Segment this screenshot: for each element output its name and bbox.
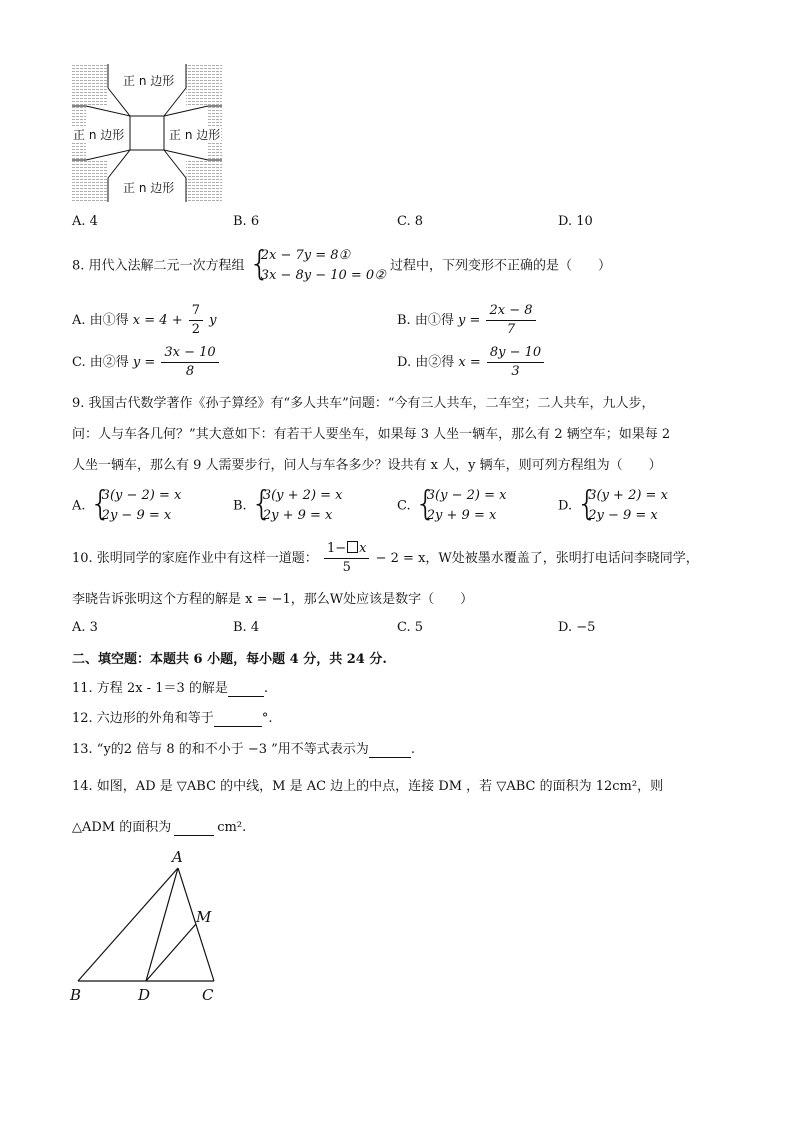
q8-b-prefix: B. 由①得: [397, 313, 454, 328]
brace-icon: {: [250, 484, 273, 524]
q9-option-b: [233, 486, 343, 526]
q9-option-a: [72, 486, 181, 526]
q11-after: .: [263, 681, 269, 696]
q8-eq1: 2x − 7y = 8①: [260, 248, 351, 263]
q13-answer-blank[interactable]: [369, 742, 411, 758]
q8-eq2: 3x − 8y − 10 = 0②: [260, 268, 386, 283]
q10-denominator: 5: [342, 560, 351, 575]
q9-a-eq2: 2y − 9 = x: [101, 508, 172, 523]
q8-option-b: [397, 302, 538, 339]
q7-option-c: C. 8: [397, 214, 424, 229]
q8-text-before: 用代入法解二元一次方程组: [88, 258, 245, 274]
q10-option-c: C. 5: [397, 620, 424, 635]
q14-line2-text: △ADM 的面积为: [72, 820, 172, 835]
q9-d-eq1: 3(y + 2) = x: [588, 488, 668, 503]
q10-option-d: D. −5: [558, 620, 596, 635]
q14-answer-blank[interactable]: [174, 820, 214, 836]
section-2-title: 二、填空题：本题共 6 小题，每小题 4 分，共 24 分.: [72, 652, 387, 667]
ink-blot-box-icon: [347, 541, 358, 553]
q9-b-eq1: 3(y + 2) = x: [262, 488, 343, 503]
q9-a-label: A.: [72, 498, 86, 514]
q8-b-num: 2x − 8: [486, 302, 535, 321]
q9-b-system: [251, 486, 343, 526]
vertex-label-a: A: [172, 848, 183, 866]
q9-line-1: 9. 我国古代数学著作《孙子算经》有“多人共车”问题：“今有三人共车，二车空；二人共车，九人步，: [72, 396, 655, 411]
q12-after: °.: [261, 711, 273, 726]
q8-d-prefix: D. 由②得: [397, 355, 455, 370]
hatch-top-right: [186, 64, 222, 106]
q10-line-2: 李晓告诉张明这个方程的解是 x = −1，那么W处应该是数字（ ）: [72, 592, 474, 607]
q9-a-eq1: 3(y − 2) = x: [101, 488, 182, 503]
q11-text: 11. 方程 2x - 1＝3 的解是: [72, 681, 228, 696]
q9-c-eq2: 2y + 9 = x: [426, 508, 497, 523]
side-ab: [78, 868, 178, 981]
brace-icon: {: [414, 484, 437, 524]
q8-c-lhs: y =: [132, 355, 156, 370]
q9-line-3: 人坐一辆车，那么有 9 人需要步行，问人与车各多少？设共有 x 人，y 辆车，则可列方程组为（ ）: [72, 458, 662, 473]
q9-line-2: 问：人与车各几何？”其大意如下：有若干人要坐车，如果每 3 人坐一辆车，那么有 2 辆空车；如果每 2: [72, 427, 671, 442]
q14-unit: cm².: [217, 820, 247, 835]
q8-d-num: 8y − 10: [487, 344, 544, 363]
q14-line-1: 14. 如图，AD 是 ▽ABC 的中线，M 是 AC 边上的中点，连接 DM ，若 ▽ABC 的面积为 12cm²，则: [72, 779, 664, 794]
figure-label-left: 正 n 边形: [73, 128, 125, 142]
q8-a-lhs: x = 4 +: [132, 313, 183, 328]
q8-number: 8.: [72, 258, 85, 274]
q9-c-eq1: 3(y − 2) = x: [426, 488, 507, 503]
q9-a-system: [90, 486, 182, 526]
q12-text: 12. 六边形的外角和等于: [72, 711, 214, 726]
question-11: [72, 677, 268, 697]
q13-text: 13. “y的2 倍与 8 的和不小于 −3 ”用不等式表示为: [72, 742, 369, 757]
triangle-figure: [68, 848, 228, 1008]
q7-option-d: D. 10: [558, 214, 593, 229]
brace-icon: {: [89, 484, 112, 524]
hatch-bottom-right: [186, 160, 222, 202]
figure-q7: [72, 64, 222, 202]
median-ad: [146, 868, 178, 981]
q10-option-a: A. 3: [72, 620, 98, 635]
q9-d-eq2: 2y − 9 = x: [588, 508, 658, 523]
figure-label-right: 正 n 边形: [169, 128, 221, 142]
vertex-label-c: C: [202, 986, 214, 1004]
q10-numerator: [324, 540, 370, 559]
q8-c-prefix: C. 由②得: [72, 355, 129, 370]
q8-c-num: 3x − 10: [161, 344, 218, 363]
q8-b-fraction: [486, 302, 535, 339]
q8-b-lhs: y =: [457, 313, 481, 328]
hatch-top-left: [72, 64, 108, 106]
question-12: [72, 707, 272, 727]
question-8: [72, 246, 611, 286]
q8-option-a: [72, 302, 217, 339]
q8-text-after: 过程中，下列变形不正确的是（ ）: [390, 258, 612, 274]
q8-d-lhs: x =: [458, 355, 481, 370]
q8-option-c: [72, 344, 221, 381]
q8-a-rhs: y: [209, 313, 217, 328]
q9-option-c: [397, 486, 506, 526]
q8-b-den: 7: [506, 322, 516, 337]
question-13: [72, 738, 415, 758]
q8-a-num: 7: [189, 302, 203, 321]
q10-after-fraction: − 2 = x，W处被墨水覆盖了，张明打电话问李晓同学，: [375, 551, 699, 566]
q9-b-label: B.: [233, 498, 247, 514]
figure-label-top: 正 n 边形: [123, 74, 175, 88]
q9-option-d: [558, 486, 668, 526]
q10-text-before: 10. 张明同学的家庭作业中有这样一道题：: [72, 551, 318, 566]
q9-d-label: D.: [558, 498, 573, 514]
triangle-drawing: [68, 848, 228, 1008]
q9-c-system: [415, 486, 507, 526]
vertex-label-b: B: [70, 986, 82, 1004]
q8-c-fraction: [161, 344, 218, 381]
q8-a-den: 2: [191, 322, 201, 337]
q9-b-eq2: 2y + 9 = x: [262, 508, 333, 523]
hatch-bottom-left: [72, 160, 108, 202]
q8-equation-system: [249, 246, 386, 286]
q13-after: .: [410, 742, 415, 757]
q7-option-b: B. 6: [233, 214, 260, 229]
q8-d-fraction: [487, 344, 544, 381]
q8-d-den: 3: [511, 364, 520, 379]
q10-num-left: 1−: [326, 541, 347, 556]
q10-num-right: x: [359, 541, 367, 556]
q12-answer-blank[interactable]: [214, 711, 262, 727]
q9-d-system: [576, 486, 668, 526]
figure-label-bottom: 正 n 边形: [123, 181, 175, 195]
q8-option-d: [397, 344, 546, 381]
q10-fraction: [324, 540, 370, 577]
brace-icon: {: [248, 244, 271, 284]
q8-a-fraction: [189, 302, 203, 339]
q9-c-label: C.: [397, 498, 411, 514]
q10-option-b: B. 4: [233, 620, 260, 635]
q8-c-den: 8: [185, 364, 195, 379]
q14-line-2: [72, 816, 246, 836]
q11-answer-blank[interactable]: [228, 681, 264, 697]
vertex-label-d: D: [138, 986, 151, 1004]
q7-option-a: A. 4: [72, 214, 98, 229]
vertex-label-m: M: [196, 908, 212, 926]
brace-icon: {: [576, 484, 598, 524]
question-10: [72, 540, 699, 577]
q8-a-prefix: A. 由①得: [72, 313, 129, 328]
